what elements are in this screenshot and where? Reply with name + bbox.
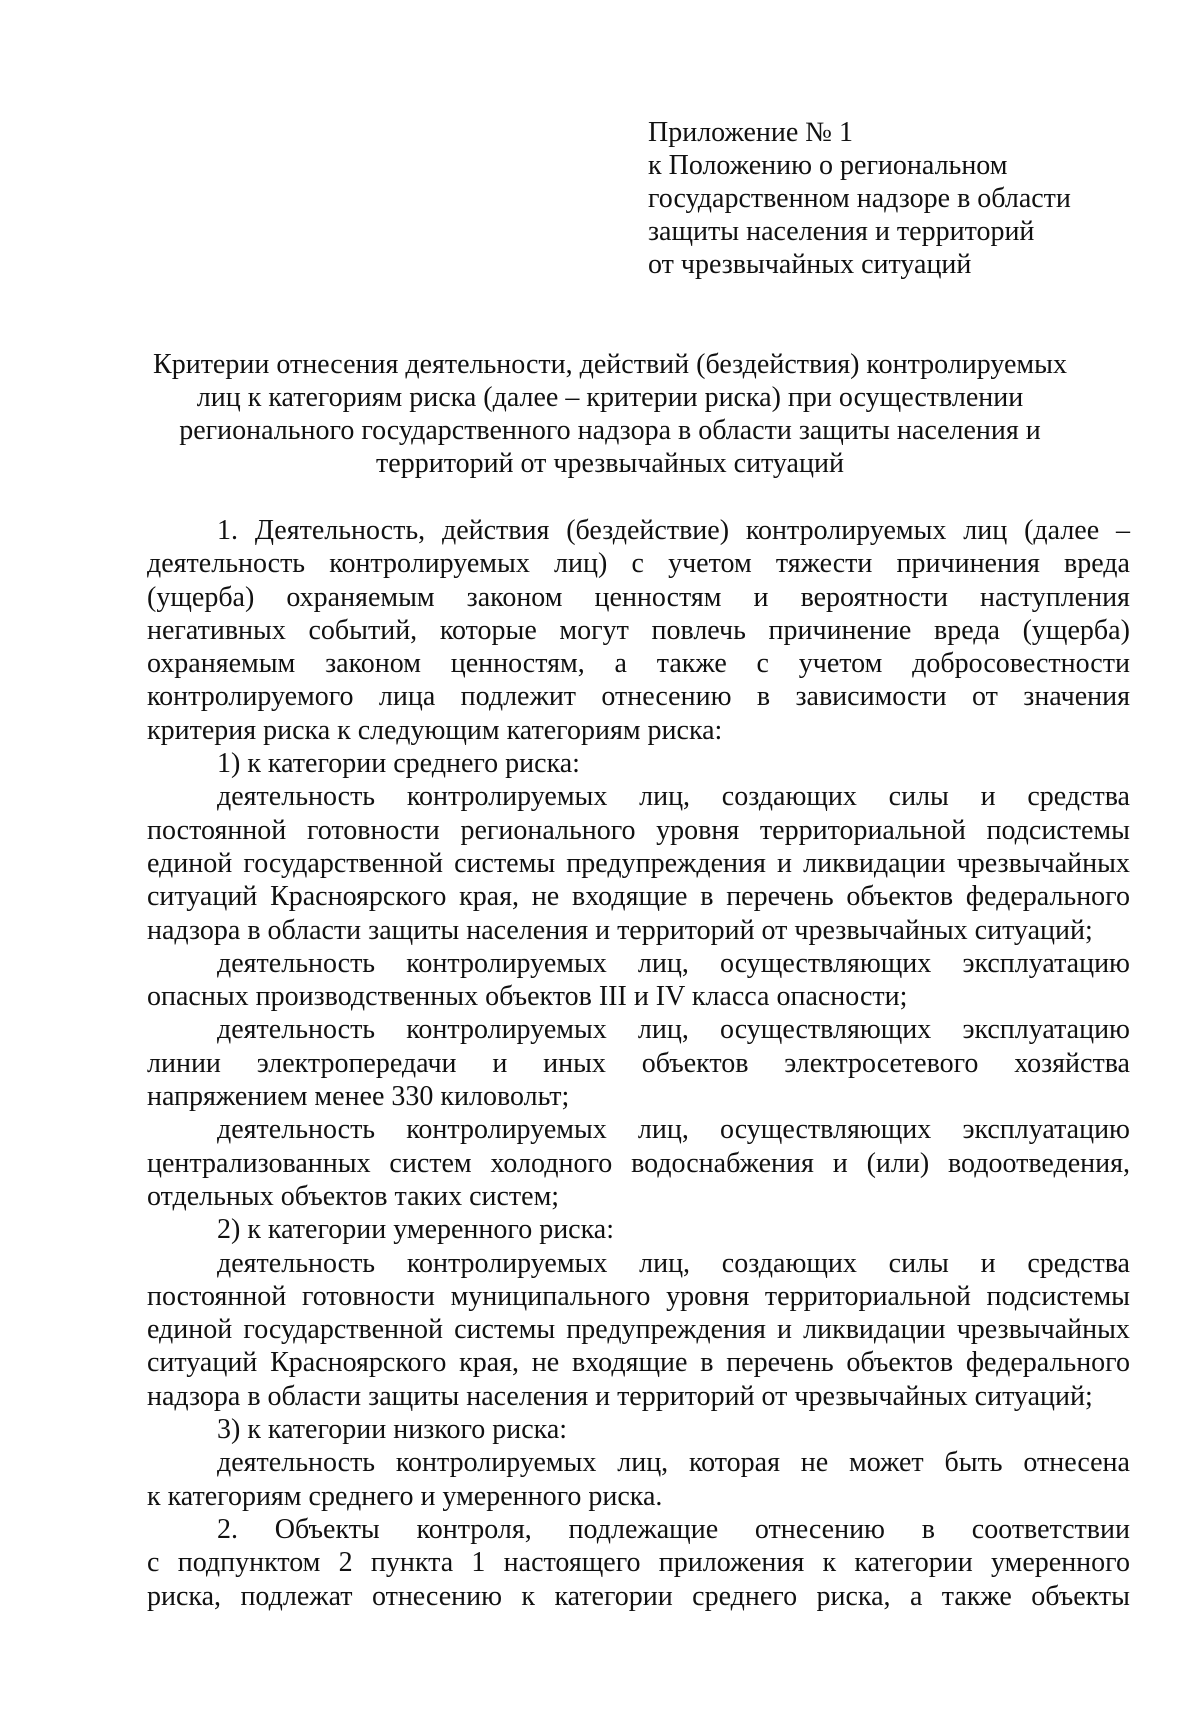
- body-line: опасных производственных объектов III и IV класса опасности;: [147, 981, 908, 1013]
- body-line: риска, подлежат отнесению к категории среднего риска, а также объекты: [147, 1580, 1130, 1612]
- body-line: надзора в области защиты населения и территорий от чрезвычайных ситуаций;: [147, 914, 1093, 946]
- body-line: деятельность контролируемых лиц, осуществляющих эксплуатацию: [217, 1114, 1130, 1146]
- appendix-header: [648, 116, 1148, 281]
- title-line: лиц к категориям риска (далее – критерии риска) при осуществлении: [196, 382, 1024, 413]
- body-line: линии электропередачи и иных объектов электросетевого хозяйства: [147, 1047, 1130, 1079]
- body-line: деятельность контролируемых лиц, осуществляющих эксплуатацию: [217, 947, 1130, 979]
- document-title: [150, 348, 1070, 480]
- body-line: (ущерба) охраняемым законом ценностям и вероятности наступления: [147, 581, 1130, 613]
- body-line: деятельность контролируемых лиц) с учетом тяжести причинения вреда: [147, 548, 1130, 580]
- appendix-line: Приложение № 1: [648, 117, 853, 148]
- body-line: с подпунктом 2 пункта 1 настоящего приложения к категории умеренного: [147, 1547, 1130, 1579]
- body-line: контролируемого лица подлежит отнесению в зависимости от значения: [147, 681, 1130, 713]
- title-line: территорий от чрезвычайных ситуаций: [376, 448, 844, 479]
- body-line: охраняемым законом ценностям, а также с учетом добросовестности: [147, 648, 1130, 680]
- body-line: ситуаций Красноярского края, не входящие в перечень объектов федерального: [147, 1347, 1130, 1379]
- body-line: единой государственной системы предупреждения и ликвидации чрезвычайных: [147, 1314, 1130, 1346]
- body-line: критерия риска к следующим категориям риска:: [147, 714, 723, 746]
- appendix-line: государственном надзоре в области: [648, 183, 1071, 214]
- appendix-line: защиты населения и территорий: [648, 216, 1035, 247]
- body-line: деятельность контролируемых лиц, которая не может быть отнесена: [217, 1447, 1130, 1479]
- body-line: деятельность контролируемых лиц, создающих силы и средства: [217, 1247, 1130, 1279]
- body-line: постоянной готовности муниципального уровня территориальной подсистемы: [147, 1280, 1130, 1312]
- title-line: Критерии отнесения деятельности, действий (бездействия) контролируемых: [153, 349, 1067, 380]
- body-line: надзора в области защиты населения и территорий от чрезвычайных ситуаций;: [147, 1380, 1093, 1412]
- body-line: централизованных систем холодного водоснабжения и (или) водоотведения,: [147, 1147, 1130, 1179]
- body-line: деятельность контролируемых лиц, осуществляющих эксплуатацию: [217, 1014, 1130, 1046]
- body-line: единой государственной системы предупреждения и ликвидации чрезвычайных: [147, 847, 1130, 879]
- body-line: 1) к категории среднего риска:: [217, 748, 580, 780]
- body-line: деятельность контролируемых лиц, создающих силы и средства: [217, 781, 1130, 813]
- body-line: отдельных объектов таких систем;: [147, 1180, 560, 1212]
- title-line: регионального государственного надзора в области защиты населения и: [179, 415, 1041, 446]
- body-line: ситуаций Красноярского края, не входящие в перечень объектов федерального: [147, 881, 1130, 913]
- body-line: 2. Объекты контроля, подлежащие отнесению в соответствии: [217, 1513, 1130, 1545]
- body-line: 3) к категории низкого риска:: [217, 1414, 568, 1446]
- appendix-line: от чрезвычайных ситуаций: [648, 249, 972, 280]
- document-body: [147, 514, 1130, 1613]
- appendix-line: к Положению о региональном: [648, 150, 1008, 181]
- body-line: напряжением менее 330 киловольт;: [147, 1081, 570, 1113]
- body-line: 1. Деятельность, действия (бездействие) контролируемых лиц (далее –: [217, 515, 1130, 546]
- body-line: постоянной готовности регионального уровня территориальной подсистемы: [147, 814, 1130, 846]
- body-line: к категориям среднего и умеренного риска.: [147, 1480, 663, 1512]
- body-line: негативных событий, которые могут повлечь причинение вреда (ущерба): [147, 614, 1130, 646]
- body-line: 2) к категории умеренного риска:: [217, 1214, 614, 1246]
